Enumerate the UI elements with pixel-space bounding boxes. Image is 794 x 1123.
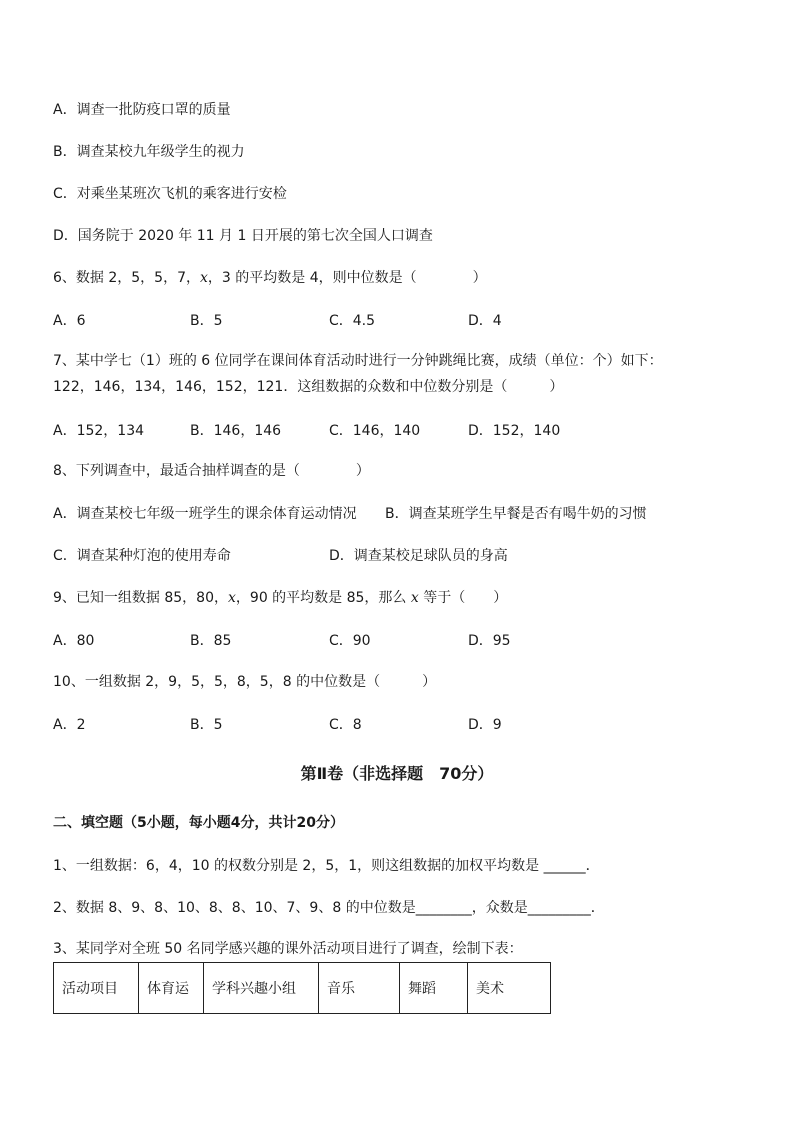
q6-stem-post: ，3 的平均数是 4，则中位数是（ ） [207, 270, 487, 286]
q6-variable: x [200, 270, 208, 286]
fill-q1: 1、一组数据：6，4，10 的权数分别是 2，5，1，则这组数据的加权平均数是 ______． [53, 858, 600, 874]
q7-option-d: D．152，140 [468, 423, 561, 439]
q5-option-b: B．调查某校九年级学生的视力 [53, 144, 245, 160]
q9-option-c: C．90 [329, 633, 371, 649]
q8-option-b: B．调查某班学生早餐是否有喝牛奶的习惯 [385, 506, 647, 522]
table-row [54, 963, 551, 1014]
section2-heading: 二、填空题（5小题，每小题4分，共计20分） [53, 815, 344, 831]
part2-title: 第Ⅱ卷（非选择题 70分） [300, 764, 494, 783]
q5-option-c: C．对乘坐某班次飞机的乘客进行安检 [53, 186, 287, 202]
q9-stem-pre: 9、已知一组数据 85，80， [53, 590, 228, 606]
q6-option-a: A．6 [53, 313, 86, 329]
q7-option-a: A．152，134 [53, 423, 145, 439]
table-cell-music: 音乐 [319, 963, 400, 1014]
q10-option-d: D．9 [468, 717, 502, 733]
q10-option-a: A．2 [53, 717, 86, 733]
table-cell-sports: 体育运 [139, 963, 204, 1014]
q10-stem: 10、一组数据 2，9，5，5，8，5，8 的中位数是（ ） [53, 674, 437, 690]
q6-option-b: B．5 [190, 313, 223, 329]
q9-stem [53, 589, 507, 607]
table-cell-dance: 舞蹈 [400, 963, 468, 1014]
q5-option-a: A．调查一批防疫口罩的质量 [53, 102, 231, 118]
table-cell-interest-group: 学科兴趣小组 [204, 963, 319, 1014]
q6-option-d: D．4 [468, 313, 502, 329]
q9-option-a: A．80 [53, 633, 95, 649]
activity-table [53, 962, 551, 1014]
q10-option-b: B．5 [190, 717, 223, 733]
q9-option-d: D．95 [468, 633, 511, 649]
q7-stem-line1: 7、某中学七（1）班的 6 位同学在课间体育活动时进行一分钟跳绳比赛，成绩（单位：个）如下： [53, 353, 663, 369]
q9-option-b: B．85 [190, 633, 232, 649]
q9-variable: x [228, 590, 236, 606]
fill-q2: 2、数据 8、9、8、10、8、8、10、7、9、8 的中位数是________，众数是_________． [53, 900, 605, 916]
fill-q3: 3、某同学对全班 50 名同学感兴趣的课外活动项目进行了调查，绘制下表： [53, 941, 523, 957]
q10-option-c: C．8 [329, 717, 362, 733]
q5-option-d: D．国务院于 2020 年 11 月 1 日开展的第七次全国人口调查 [53, 228, 433, 244]
q8-option-d: D．调查某校足球队员的身高 [329, 548, 508, 564]
q6-stem [53, 269, 487, 287]
q9-stem-post: 等于（ ） [418, 590, 508, 606]
table-cell-art: 美术 [468, 963, 551, 1014]
q8-option-c: C．调查某种灯泡的使用寿命 [53, 548, 231, 564]
q7-option-c: C．146，140 [329, 423, 421, 439]
q6-option-c: C．4.5 [329, 313, 376, 329]
q9-stem-mid: ，90 的平均数是 85，那么 [235, 590, 411, 606]
table-cell-activity: 活动项目 [54, 963, 139, 1014]
q7-option-b: B．146，146 [190, 423, 282, 439]
q9-variable-2: x [410, 590, 419, 606]
q8-option-a: A．调查某校七年级一班学生的课余体育运动情况 [53, 506, 357, 522]
q7-stem-line2: 122，146，134，146，152，121．这组数据的众数和中位数分别是（ ） [53, 379, 564, 395]
q6-stem-pre: 6、数据 2，5，5，7， [53, 270, 200, 286]
q8-stem: 8、下列调查中，最适合抽样调查的是（ ） [53, 463, 370, 479]
